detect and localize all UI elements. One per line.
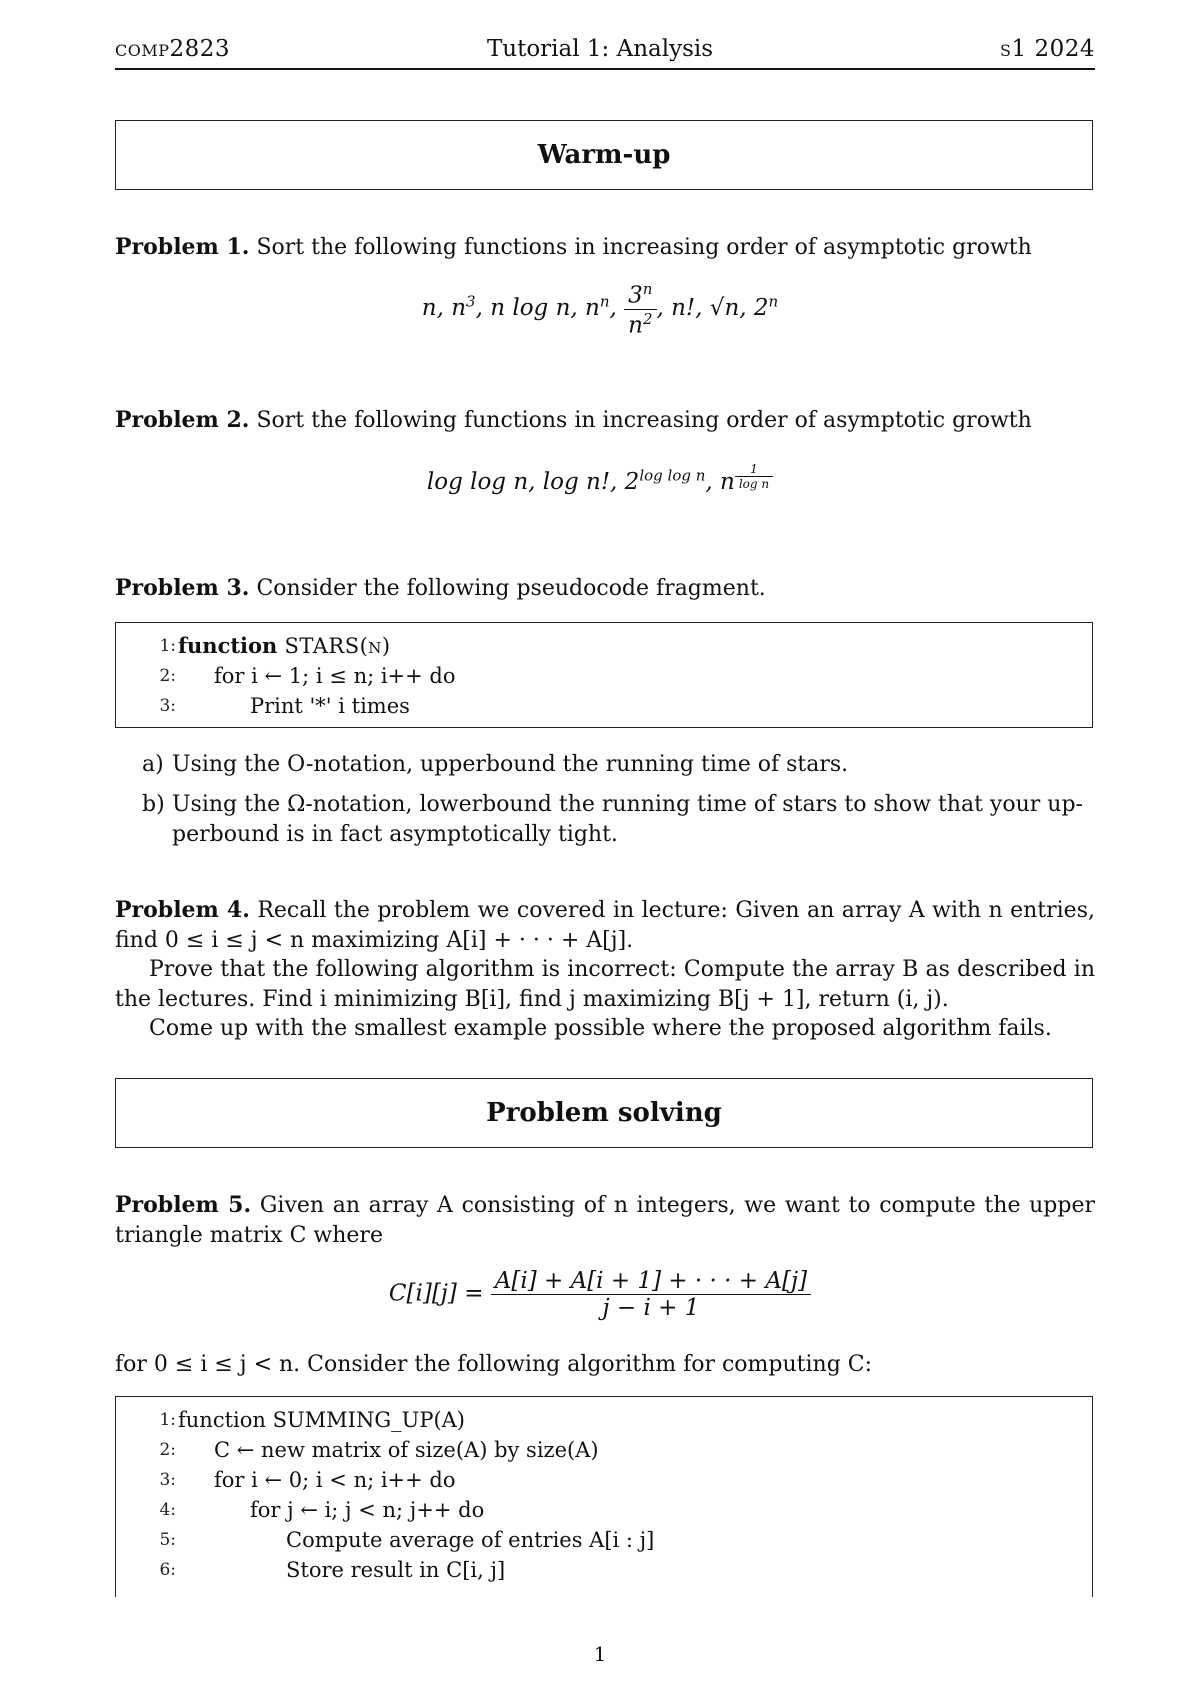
problem-3-part-a: a) Using the O-notation, upperbound the running time of stars. xyxy=(142,752,849,777)
problem-5-label: Problem 5. xyxy=(115,1192,252,1218)
problem-1-label: Problem 1. xyxy=(115,234,250,260)
problem-3-text: Consider the following pseudocode fragment. xyxy=(256,576,766,601)
problem-2 xyxy=(115,405,1095,436)
problem-4-label: Problem 4. xyxy=(115,897,250,923)
problem-3-part-b: b) Using the Ω-notation, lowerbound the running time of stars to show that your up-perbound is in fact asymptotically tight. xyxy=(142,792,1083,847)
problem-5-formula: C[i][j] = $\frac{A[i] + A[i + 1] + \cdot \cdot \cdot + A[j]}{j - i + 1}$ xyxy=(0,1268,1200,1321)
header-course: comp2823 xyxy=(115,36,231,62)
algorithm-summing-up: 1: function SUMMING_UP(A) 2: C ← new matrix of size(A) by size(A) 3: for i ← 0; i < n; i++ do 4: for j ← i; j < n; j++ do 5: Compute average of entries A[i : j] 6: Store result in C[i, j] xyxy=(115,1396,1093,1597)
problem-4-text-2: Prove that the following algorithm is incorrect: Compute the array B as described in the lectures. Find i minimizing B[i], find j maximizing B[j + 1], return (i, j). xyxy=(115,957,1095,1012)
problem-5-text-1: Given an array A consisting of n integers, we want to compute the upper triangle matrix C where xyxy=(115,1193,1096,1248)
problem-3 xyxy=(115,573,1095,604)
problem-5-text-2: for 0 ≤ i ≤ j < n. Consider the following algorithm for computing C: xyxy=(115,1352,873,1377)
problem-1-functions: n, $n^3$, n log n, $n^n$, $\frac{3^n}{n^2}$ , n!, √n, 2$^n$ xyxy=(421,280,779,339)
problem-5 xyxy=(115,1190,1095,1251)
header-title: Tutorial 1: Analysis xyxy=(486,36,714,62)
section-warmup: Warm-up xyxy=(115,120,1093,190)
section-problem-solving: Problem solving xyxy=(115,1078,1093,1148)
problem-2-functions: log log n, log n!, $2^{log log n}$, n $^{\frac{1}{\text{log n}}}$ xyxy=(0,462,1200,495)
problem-2-text: Sort the following functions in increasing order of asymptotic growth xyxy=(256,408,1032,433)
page-number: 1 xyxy=(593,1642,607,1666)
problem-4-text-3: Come up with the smallest example possible where the proposed algorithm fails. xyxy=(149,1016,1052,1041)
algorithm-stars: 1: function STARS(n) 2: for i ← 1; i ≤ n; i++ do 3: Print '*' i times xyxy=(115,622,1093,728)
problem-4 xyxy=(115,895,1095,956)
problem-3-label: Problem 3. xyxy=(115,575,250,601)
header-rule xyxy=(115,68,1095,70)
problem-1 xyxy=(115,232,1095,263)
problem-1-text: Sort the following functions in increasing order of asymptotic growth xyxy=(256,235,1032,260)
header-term: s1 2024 xyxy=(1000,36,1095,62)
problem-4-text-1: Recall the problem we covered in lecture: Given an array A with n entries, find 0 ≤ i ≤ j < n maximizing A[i] + · · · + A[j]. xyxy=(115,898,1095,953)
problem-2-label: Problem 2. xyxy=(115,407,250,433)
